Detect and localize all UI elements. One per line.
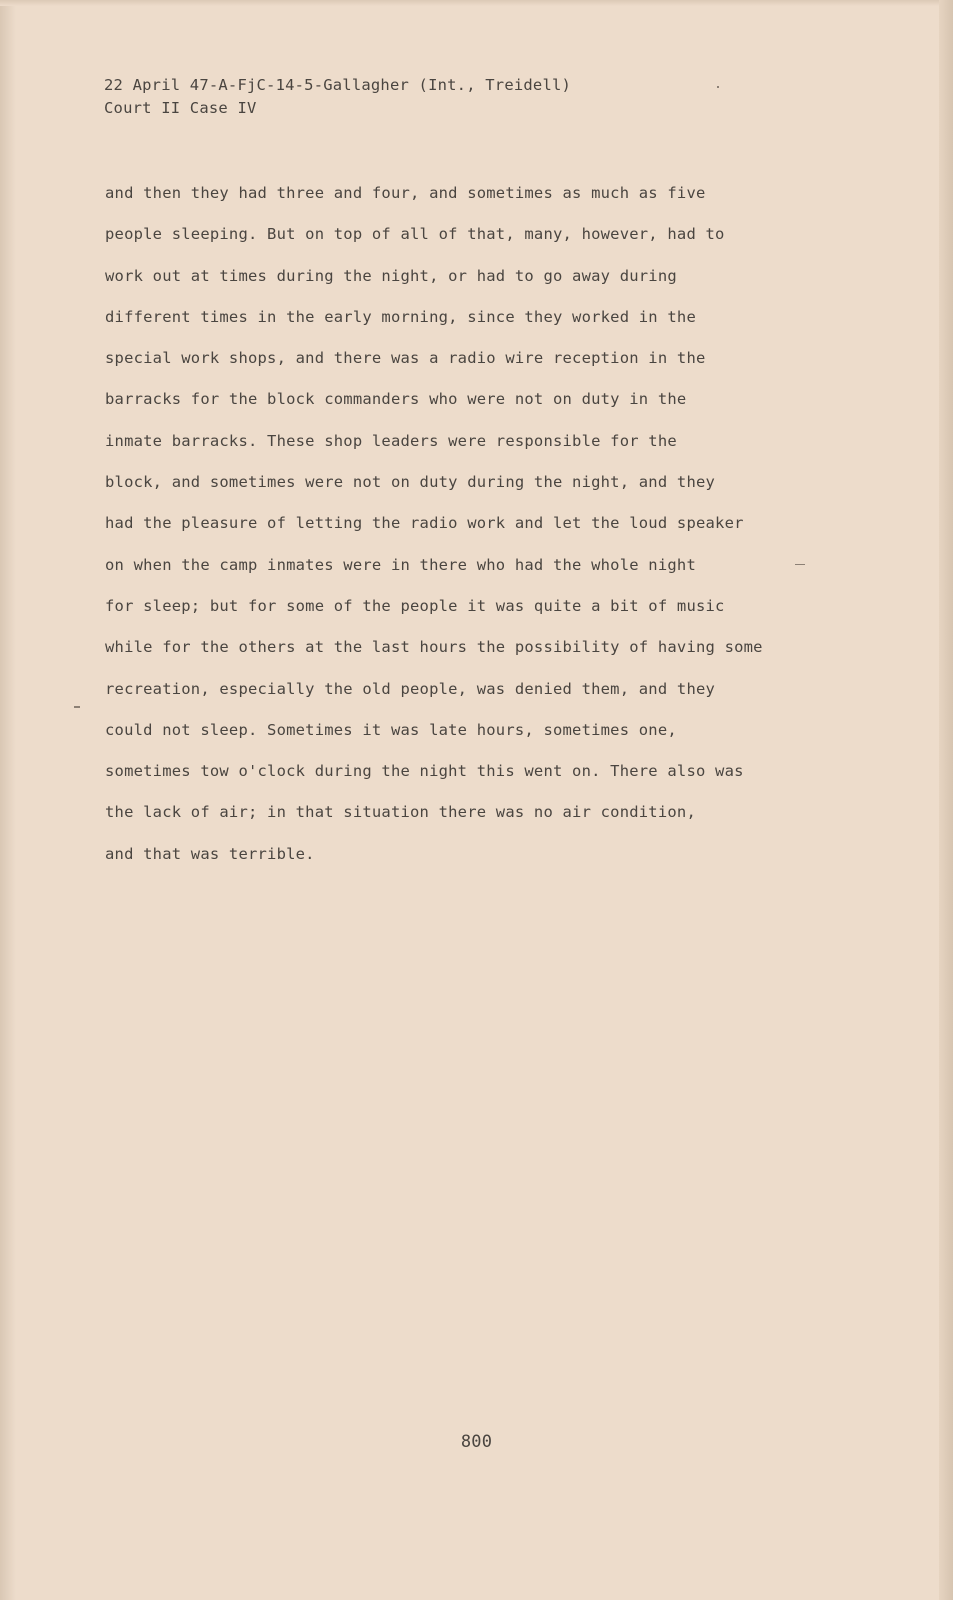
body-line: could not sleep. Sometimes it was late hours, sometimes one,	[105, 720, 677, 739]
body-line: and that was terrible.	[105, 844, 315, 863]
header-case-reference: 22 April 47-A-FjC-14-5-Gallagher (Int., Treidell)	[104, 76, 572, 94]
body-line: work out at times during the night, or had to go away during	[105, 266, 677, 285]
body-line: different times in the early morning, since they worked in the	[105, 307, 696, 326]
body-line: sometimes tow o'clock during the night this went on. There also was	[105, 762, 744, 781]
page-number: 800	[460, 1432, 493, 1452]
body-line: block, and sometimes were not on duty during the night, and they	[105, 473, 716, 492]
body-line: the lack of air; in that situation there was no air condition,	[105, 803, 696, 822]
body-line: while for the others at the last hours the possibility of having some	[105, 638, 763, 657]
body-line: recreation, especially the old people, was denied them, and they	[105, 679, 716, 698]
body-line: special work shops, and there was a radio wire reception in the	[105, 349, 706, 368]
body-line: inmate barracks. These shop leaders were responsible for the	[105, 431, 677, 450]
body-line: people sleeping. But on top of all of that, many, however, had to	[105, 225, 725, 244]
body-line: and then they had three and four, and sometimes as much as five	[105, 184, 706, 202]
transcript-body	[105, 173, 825, 875]
body-line: for sleep; but for some of the people it was quite a bit of music	[105, 596, 725, 615]
page-top-edge	[0, 0, 953, 6]
body-line: barracks for the block commanders who were not on duty in the	[105, 390, 687, 409]
paper-speck	[717, 86, 719, 88]
paper-speck	[795, 564, 805, 565]
body-line: on when the camp inmates were in there who had the whole night	[105, 555, 696, 574]
document-header	[104, 74, 571, 120]
page-right-edge	[939, 0, 953, 1600]
page-left-edge	[0, 0, 16, 1600]
paper-speck	[74, 706, 80, 708]
body-line: had the pleasure of letting the radio work and let the loud speaker	[105, 514, 744, 533]
header-court-case: Court II Case IV	[104, 99, 257, 117]
